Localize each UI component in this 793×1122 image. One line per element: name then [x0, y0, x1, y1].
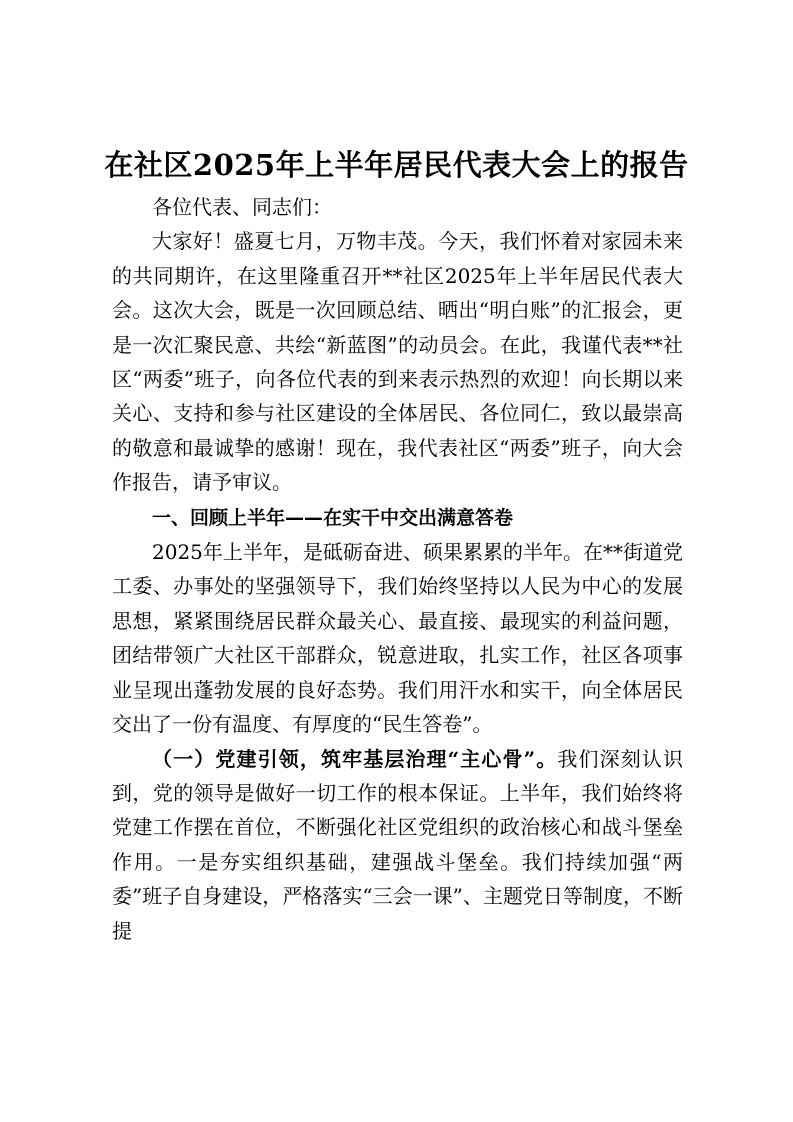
- document-body: [112, 190, 683, 948]
- paragraph-party-building: [112, 742, 683, 948]
- document-title: 在社区2025年上半年居民代表大会上的报告: [104, 148, 689, 182]
- section-heading: [112, 500, 683, 535]
- subsection-heading: （一）党建引领，筑牢基层治理“主心骨”。: [152, 746, 558, 771]
- section-heading-text: 一、回顾上半年——在实干中交出满意答卷: [152, 506, 514, 529]
- subsection-text: 我们深刻认识到，党的领导是做好一切工作的根本保证。上半年，我们始终将党建工作摆在首位，不断强化社区党组织的政治核心和战斗堡垒作用。一是夯实组织基础，建强战斗堡垒。我们持续加强“两委”班子自身建设，严格落实“三会一课”、主题党日等制度，不断提: [112, 746, 684, 943]
- paragraph-review: 2025年上半年，是砥砺奋进、硕果累累的半年。在**街道党工委、办事处的坚强领导下，我们始终坚持以人民为中心的发展思想，紧紧围绕居民群众最关心、最直接、最现实的利益问题，团结带领广大社区干部群众，锐意进取，扎实工作，社区各项事业呈现出蓬勃发展的良好态势。我们用汗水和实干，向全体居民交出了一份有温度、有厚度的“民生答卷”。: [112, 540, 683, 737]
- salutation: 各位代表、同志们：: [152, 195, 332, 219]
- paragraph-opening: 大家好！盛夏七月，万物丰茂。今天，我们怀着对家园未来的共同期许，在这里隆重召开**社区2025年上半年居民代表大会。这次大会，既是一次回顾总结、晒出“明白账”的汇报会，更是一次汇聚民意、共绘“新蓝图”的动员会。在此，我谨代表**社区“两委”班子，向各位代表的到来表示热烈的欢迎！向长期以来关心、支持和参与社区建设的全体居民、各位同仁，致以最崇高的敬意和最诚挚的感谢！现在，我代表社区“两委”班子，向大会作报告，请予审议。: [112, 229, 683, 495]
